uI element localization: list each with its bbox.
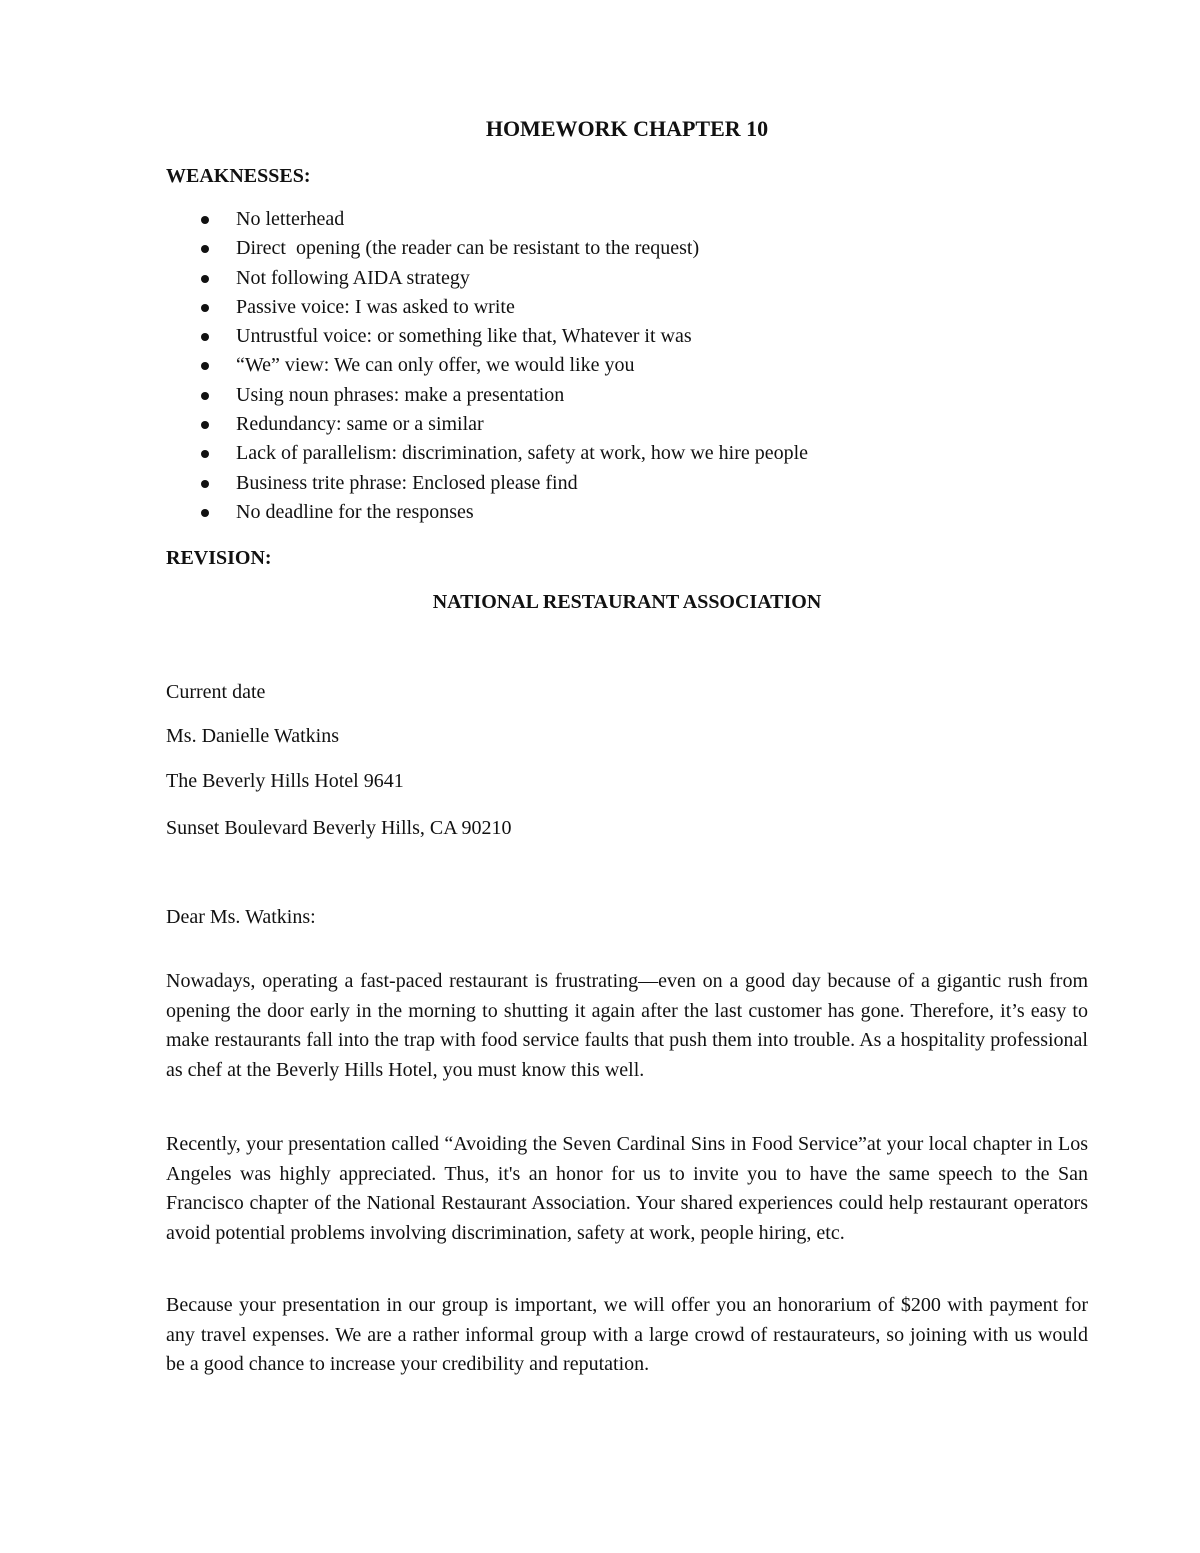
list-item [166,264,1088,293]
list-item-text: Direct opening (the reader can be resistant to the request) [236,237,700,260]
list-item [166,234,1088,263]
recipient-address-line2: Sunset Boulevard Beverly Hills, CA 90210 [166,817,512,839]
weaknesses-heading: WEAKNESSES: [166,165,311,187]
list-item-text: Lack of parallelism: discrimination, safety at work, how we hire people [236,442,809,465]
revision-heading: REVISION: [166,547,272,569]
list-item [166,439,1088,468]
list-item [166,322,1088,351]
bullet-icon [201,450,209,458]
list-item [166,293,1088,322]
letter-paragraph: Nowadays, operating a fast-paced restaurant is frustrating—even on a good day because of a gigantic rush from opening the door early in the morning to shutting it again after the last customer has gone. Therefore, it’s easy to make restaurants fall into the trap with food service faults that push them into trouble. As a hospitality professional as chef at the Beverly Hills Hotel, you must know this well. [166,970,1088,1081]
list-item [166,469,1088,498]
list-item [166,351,1088,380]
list-item [166,410,1088,439]
recipient-name: Ms. Danielle Watkins [166,725,339,747]
list-item-text: Not following AIDA strategy [236,266,470,289]
list-item-text: Passive voice: I was asked to write [236,295,515,318]
list-item-text: Untrustful voice: or something like that, Whatever it was [236,325,692,348]
list-item-text: “We” view: We can only offer, we would like you [236,354,635,377]
list-item [166,381,1088,410]
bullet-icon [201,421,209,429]
bullet-icon [201,392,209,400]
list-item [166,205,1088,234]
letterhead-organization: NATIONAL RESTAURANT ASSOCIATION [432,591,822,613]
list-item-text: Business trite phrase: Enclosed please find [236,471,578,494]
list-item-text: Redundancy: same or a similar [236,413,484,436]
letter-date: Current date [166,681,266,703]
list-item [166,498,1088,527]
bullet-icon [201,245,209,253]
bullet-icon [201,480,209,488]
letter-salutation: Dear Ms. Watkins: [166,906,316,928]
bullet-icon [201,333,209,341]
bullet-icon [201,216,209,224]
weaknesses-list [166,205,1088,527]
bullet-icon [201,275,209,283]
recipient-address-line1: The Beverly Hills Hotel 9641 [166,770,404,792]
bullet-icon [201,304,209,312]
bullet-icon [201,509,209,517]
list-item-text: Using noun phrases: make a presentation [236,383,565,406]
letter-paragraph: Recently, your presentation called “Avoiding the Seven Cardinal Sins in Food Service”at your local chapter in Los Angeles was highly appreciated. Thus, it's an honor for us to invite you to have the same speech to the San Francisco chapter of the National Restaurant Association. Your shared experiences could help restaurant operators avoid potential problems involving discrimination, safety at work, people hiring, etc. [166,1133,1088,1244]
list-item-text: No letterhead [236,208,345,230]
letter-paragraph: Because your presentation in our group is important, we will offer you an honorarium of $200 with payment for any travel expenses. We are a rather informal group with a large crowd of restaurateurs, so joining with us would be a good chance to increase your credibility and reputation. [166,1294,1088,1375]
bullet-icon [201,362,209,370]
list-item-text: No deadline for the responses [236,500,474,523]
page-title: HOMEWORK CHAPTER 10 [485,116,769,141]
